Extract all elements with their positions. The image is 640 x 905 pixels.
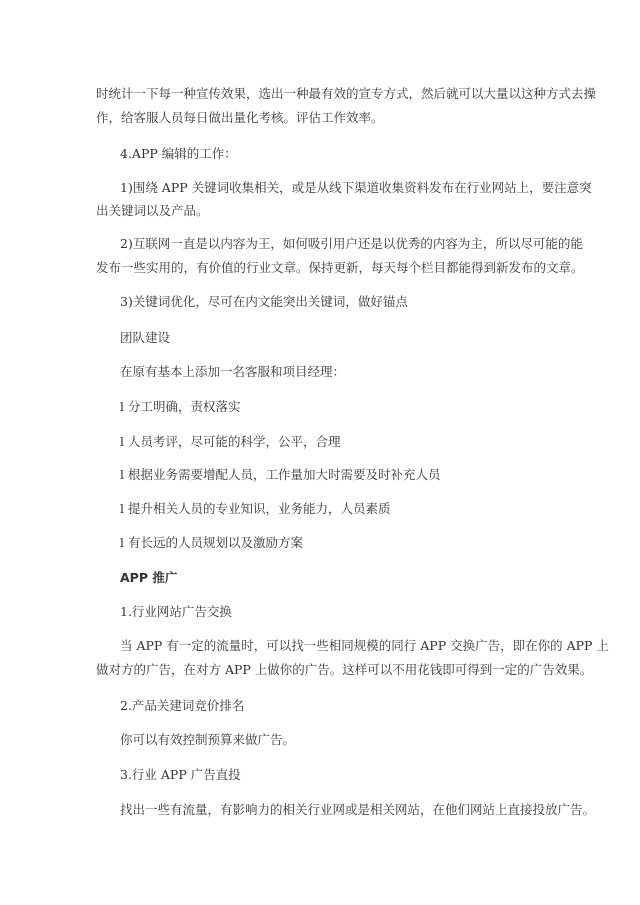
list-item: 3)关键词优化，尽可在内文能突出关键词，做好锚点 (120, 294, 408, 309)
sub-heading: 1.行业网站广告交换 (120, 604, 232, 619)
bullet-item: l 提升相关人员的专业知识，业务能力，人员素质 (120, 501, 391, 516)
paragraph-line: 出关键词以及产品。 (96, 203, 209, 218)
paragraph-line: 在原有基本上添加一名客服和项目经理： (120, 364, 346, 379)
bullet-item: l 人员考评，尽可能的科学，公平，合理 (120, 434, 341, 449)
list-item: 1)围绕 APP 关键词收集相关，或是从线下渠道收集资料发布在行业网站上，要注意突 (120, 180, 592, 195)
sub-heading: 2.产品关建词竞价排名 (120, 698, 245, 713)
section-heading: 团队建设 (120, 330, 171, 345)
section-heading: APP 推广 (120, 570, 178, 585)
bullet-item: l 有长远的人员规划以及激励方案 (120, 535, 303, 550)
list-item: 2)互联网一直是以内容为王，如何吸引用户还是以优秀的内容为主，所以尽可能的能 (120, 236, 583, 251)
bullet-item: l 分工明确，责权落实 (120, 399, 241, 414)
paragraph-line: 时统计一下每一种宣传效果，选出一种最有效的宣专方式，然后就可以大量以这种方式去操 (96, 86, 597, 101)
bullet-item: l 根据业务需要增配人员，工作量加大时需要及时补充人员 (120, 467, 441, 482)
paragraph-line: 当 APP 有一定的流量时，可以找一些相同规模的同行 APP 交换广告，即在你的 APP 上 (120, 638, 609, 653)
paragraph-line: 作，给客服人员每日做出量化考核。评估工作效率。 (96, 110, 384, 125)
section-heading: 4.APP 编辑的工作： (120, 146, 237, 161)
paragraph-line: 做对方的广告，在对方 APP 上做你的广告。这样可以不用花钱即可得到一定的广告效果。 (96, 662, 593, 677)
sub-heading: 3.行业 APP 广告直投 (120, 767, 241, 782)
paragraph-line: 你可以有效控制预算来做广告。 (120, 732, 296, 747)
paragraph-line: 找出一些有流量，有影响力的相关行业网或是相关网站，在他们网站上直接投放广告。 (120, 802, 596, 817)
paragraph-line: 发布一些实用的，有价值的行业文章。保持更新，每天每个栏目都能得到新发布的文章。 (96, 260, 584, 275)
